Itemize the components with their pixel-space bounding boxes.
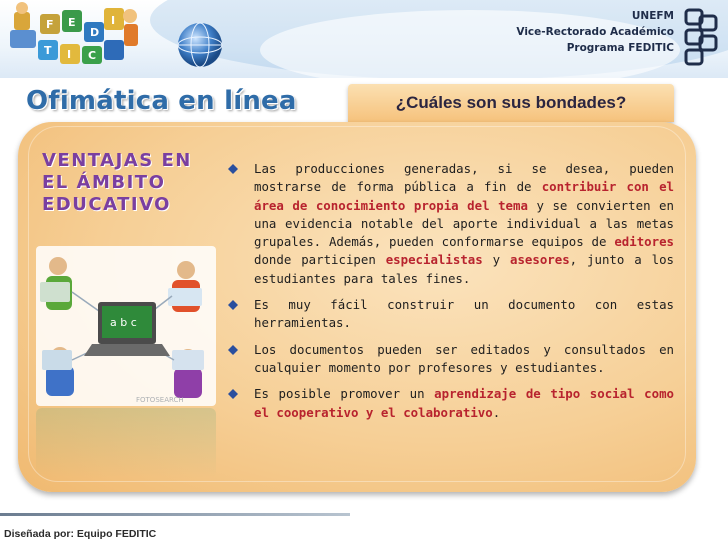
bondad-item xyxy=(228,160,674,288)
diamond-bullet-icon xyxy=(228,389,238,399)
bondad-text: Las producciones generadas, si se desea, pueden mostrarse de forma pública a fin de xyxy=(254,161,674,195)
bondad-text: Es posible promover un xyxy=(254,386,435,402)
globe-icon xyxy=(175,20,225,70)
svg-text:T: T xyxy=(44,44,52,57)
svg-text:a b c: a b c xyxy=(110,316,137,329)
bondad-item xyxy=(228,296,674,333)
header-banner xyxy=(0,0,728,78)
highlighted-text: editores xyxy=(614,234,674,250)
highlighted-text: aprendizaje de tipo social como el cooperativo y el colaborativo xyxy=(254,386,674,420)
highlighted-text: asesores xyxy=(509,252,570,268)
bondad-text: Es muy fácil construir un documento con estas herramientas. xyxy=(254,297,674,331)
svg-text:E: E xyxy=(68,16,76,29)
question-tab xyxy=(348,84,674,122)
illustration-reflection xyxy=(36,408,216,478)
feditic-puzzle-logo xyxy=(4,0,154,70)
bondad-text: , junto a los estudiantes para tales fines. xyxy=(254,252,674,286)
vice-rectorado: Vice-Rectorado Académico xyxy=(516,26,674,38)
bondad-text: y xyxy=(482,252,510,268)
question-heading: ¿Cuáles son sus bondades? xyxy=(395,93,627,112)
bondad-item xyxy=(228,341,674,378)
ventajas-heading: VENTAJAS EN EL ÁMBITO EDUCATIVO xyxy=(42,150,192,215)
highlighted-text: especialistas xyxy=(385,252,483,268)
university-name: UNEFM xyxy=(631,10,674,22)
bondad-text: donde participen xyxy=(254,252,386,268)
bondad-text: Los documentos pueden ser editados y consultados en cualquier momento por profesores y estudiantes. xyxy=(254,341,674,375)
diamond-bullet-icon xyxy=(228,345,238,355)
bondad-text: . xyxy=(492,404,501,420)
bondad-item xyxy=(228,385,674,422)
footer-divider xyxy=(0,513,350,516)
svg-text:I: I xyxy=(67,48,72,61)
page-title: Ofimática en línea xyxy=(26,86,297,116)
bondad-text: y se convierten en una evidencia notable del aporte individual a las metas grupales. Además, pueden conformarse equipos de xyxy=(254,197,674,250)
unefm-logo xyxy=(682,6,722,70)
institution-block xyxy=(516,8,674,56)
diamond-bullet-icon xyxy=(228,300,238,310)
svg-text:I: I xyxy=(111,14,116,27)
svg-text:FOTOSEARCH: FOTOSEARCH xyxy=(136,396,184,404)
highlighted-text: contribuir con el área de conocimiento propia del tema xyxy=(254,179,674,213)
svg-text:F: F xyxy=(46,18,54,31)
svg-text:D: D xyxy=(90,26,100,39)
svg-text:C: C xyxy=(88,49,97,62)
diamond-bullet-icon xyxy=(228,164,238,174)
classroom-illustration xyxy=(36,246,216,406)
footer-credit: Diseñada por: Equipo FEDITIC xyxy=(4,528,157,540)
bondades-list xyxy=(228,160,674,430)
programa: Programa FEDITIC xyxy=(566,42,674,54)
